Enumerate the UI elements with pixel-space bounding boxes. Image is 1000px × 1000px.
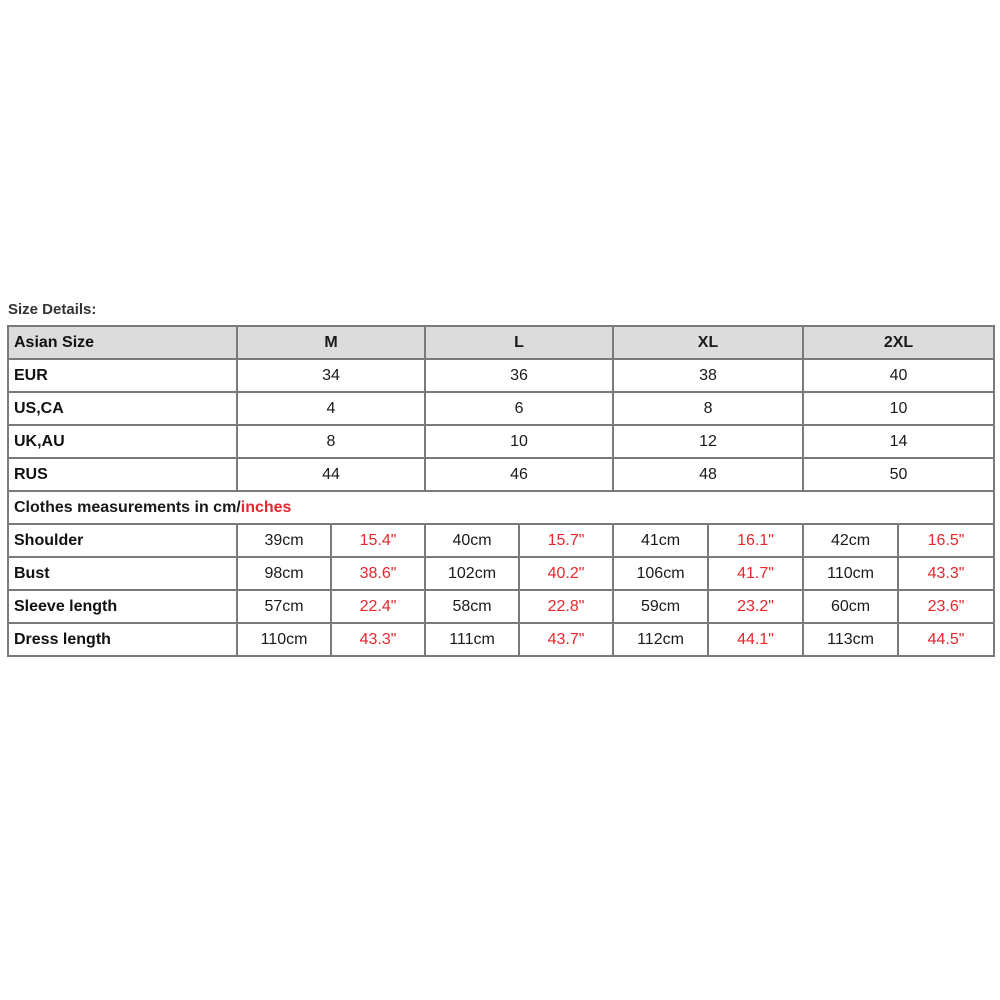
cm-cell: 111cm <box>425 623 519 656</box>
inch-cell: 15.7" <box>519 524 613 557</box>
table-row <box>8 359 994 392</box>
row-label: UK,AU <box>8 425 237 458</box>
header-label: Asian Size <box>8 326 237 359</box>
size-header-xl: XL <box>613 326 803 359</box>
table-row <box>8 557 994 590</box>
inch-cell: 16.5" <box>898 524 994 557</box>
table-row <box>8 425 994 458</box>
inch-cell: 22.4" <box>331 590 425 623</box>
measurements-section-title <box>8 491 994 524</box>
cm-cell: 110cm <box>803 557 898 590</box>
size-header-l: L <box>425 326 613 359</box>
row-label: US,CA <box>8 392 237 425</box>
cm-cell: 102cm <box>425 557 519 590</box>
table-cell: 48 <box>613 458 803 491</box>
inch-cell: 43.7" <box>519 623 613 656</box>
table-cell: 8 <box>237 425 425 458</box>
inch-cell: 15.4" <box>331 524 425 557</box>
table-cell: 50 <box>803 458 994 491</box>
table-row <box>8 590 994 623</box>
cm-cell: 112cm <box>613 623 708 656</box>
size-header-2xl: 2XL <box>803 326 994 359</box>
section-title-prefix: Clothes measurements in cm/ <box>14 498 241 516</box>
size-details-caption: Size Details: <box>8 301 97 318</box>
cm-cell: 58cm <box>425 590 519 623</box>
cm-cell: 42cm <box>803 524 898 557</box>
inch-cell: 44.5" <box>898 623 994 656</box>
inch-cell: 23.6" <box>898 590 994 623</box>
table-cell: 10 <box>425 425 613 458</box>
inch-cell: 44.1" <box>708 623 803 656</box>
row-label: EUR <box>8 359 237 392</box>
cm-cell: 110cm <box>237 623 331 656</box>
cm-cell: 113cm <box>803 623 898 656</box>
table-cell: 10 <box>803 392 994 425</box>
cm-cell: 98cm <box>237 557 331 590</box>
row-label: Shoulder <box>8 524 237 557</box>
table-row <box>8 623 994 656</box>
table-cell: 6 <box>425 392 613 425</box>
section-title-highlight: inches <box>240 498 292 516</box>
table-row <box>8 524 994 557</box>
table-cell: 4 <box>237 392 425 425</box>
inch-cell: 22.8" <box>519 590 613 623</box>
table-cell: 8 <box>613 392 803 425</box>
cm-cell: 39cm <box>237 524 331 557</box>
inch-cell: 16.1" <box>708 524 803 557</box>
cm-cell: 59cm <box>613 590 708 623</box>
table-cell: 14 <box>803 425 994 458</box>
header-row <box>8 326 994 359</box>
inch-cell: 38.6" <box>331 557 425 590</box>
inch-cell: 43.3" <box>898 557 994 590</box>
measurements-section-row <box>8 491 994 524</box>
cm-cell: 106cm <box>613 557 708 590</box>
table-cell: 12 <box>613 425 803 458</box>
table-cell: 44 <box>237 458 425 491</box>
table-cell: 46 <box>425 458 613 491</box>
cm-cell: 57cm <box>237 590 331 623</box>
table-cell: 34 <box>237 359 425 392</box>
table-cell: 40 <box>803 359 994 392</box>
size-chart-table <box>7 325 995 657</box>
cm-cell: 41cm <box>613 524 708 557</box>
inch-cell: 43.3" <box>331 623 425 656</box>
table-row <box>8 392 994 425</box>
table-cell: 38 <box>613 359 803 392</box>
inch-cell: 23.2" <box>708 590 803 623</box>
row-label: RUS <box>8 458 237 491</box>
row-label: Bust <box>8 557 237 590</box>
table-cell: 36 <box>425 359 613 392</box>
cm-cell: 60cm <box>803 590 898 623</box>
cm-cell: 40cm <box>425 524 519 557</box>
inch-cell: 41.7" <box>708 557 803 590</box>
row-label: Dress length <box>8 623 237 656</box>
row-label: Sleeve length <box>8 590 237 623</box>
table-row <box>8 458 994 491</box>
size-header-m: M <box>237 326 425 359</box>
inch-cell: 40.2" <box>519 557 613 590</box>
